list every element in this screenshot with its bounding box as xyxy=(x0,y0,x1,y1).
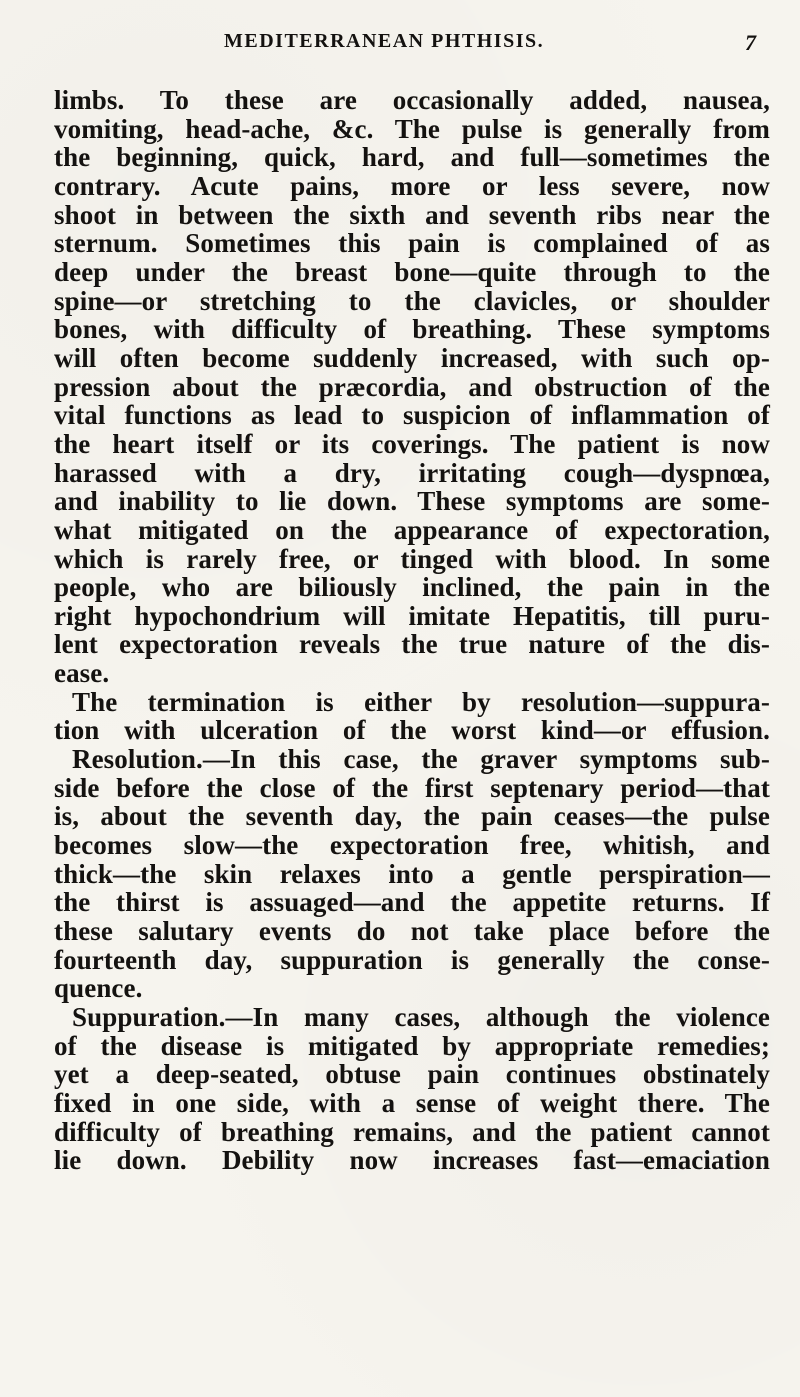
resolution-paragraph-start: Resolution.—In this case, the graver symptoms sub- xyxy=(72,744,770,775)
text-line: difficulty of breathing remains, and the patient cannot xyxy=(54,1116,770,1147)
text-line: vital functions as lead to suspicion of inflammation of xyxy=(54,400,770,431)
text-line: fixed in one side, with a sense of weight there. The xyxy=(54,1087,770,1118)
text-line: deep under the breast bone—quite through to the xyxy=(54,256,770,287)
text-line: of the disease is mitigated by appropriate remedies; xyxy=(54,1030,770,1061)
text-line: sternum. Sometimes this pain is complained of as xyxy=(54,228,770,259)
text-line: will often become suddenly increased, with such op- xyxy=(54,342,770,373)
text-line: yet a deep-seated, obtuse pain continues obstinately xyxy=(54,1059,770,1090)
text-line: the beginning, quick, hard, and full—sometimes the xyxy=(54,142,770,173)
text-line: quence. xyxy=(54,973,143,1004)
text-line: becomes slow—the expectoration free, whitish, and xyxy=(54,830,770,861)
text-line: people, who are biliously inclined, the pain in the xyxy=(54,572,770,603)
text-line: which is rarely free, or tinged with blood. In some xyxy=(54,543,770,574)
text-line: contrary. Acute pains, more or less severe, now xyxy=(54,170,770,201)
text-line: harassed with a dry, irritating cough—dyspnœa, xyxy=(54,457,770,488)
text-line: vomiting, head-ache, &c. The pulse is generally from xyxy=(54,113,770,144)
text-line: limbs. To these are occasionally added, nausea, xyxy=(54,85,770,115)
text-line: tion with ulceration of the worst kind—or effusion. xyxy=(54,715,770,746)
text-line: ease. xyxy=(54,658,110,689)
page-number: 7 xyxy=(745,30,756,55)
body-text xyxy=(54,86,770,1175)
text-line: what mitigated on the appearance of expectoration, xyxy=(54,514,770,545)
text-line: shoot in between the sixth and seventh ribs near the xyxy=(54,199,770,230)
text-line: and inability to lie down. These symptoms are some- xyxy=(54,486,770,517)
text-line: the thirst is assuaged—and the appetite returns. If xyxy=(54,887,770,918)
text-line: the heart itself or its coverings. The patient is now xyxy=(54,428,770,459)
suppuration-paragraph-start: Suppuration.—In many cases, although the violence xyxy=(72,1002,770,1032)
text-line: lent expectoration reveals the true nature of the dis- xyxy=(54,629,770,660)
text-line: pression about the præcordia, and obstruction of the xyxy=(54,371,770,402)
text-line: side before the close of the first septenary period—that xyxy=(54,772,770,803)
text-line: right hypochondrium will imitate Hepatitis, till puru- xyxy=(54,600,770,631)
text-line: spine—or stretching to the clavicles, or shoulder xyxy=(54,285,770,316)
text-line: lie down. Debility now increases fast—emaciation xyxy=(54,1145,770,1176)
text-line: these salutary events do not take place before the xyxy=(54,916,770,947)
paragraph-line: The termination is either by resolution—suppura- xyxy=(72,686,770,717)
text-line: thick—the skin relaxes into a gentle perspiration— xyxy=(54,858,770,889)
running-head: MEDITERRANEAN PHTHISIS. xyxy=(224,30,545,52)
page-header xyxy=(54,30,762,64)
text-line: fourteenth day, suppuration is generally the conse- xyxy=(54,944,770,975)
text-line: bones, with difficulty of breathing. These symptoms xyxy=(54,314,770,345)
text-line: is, about the seventh day, the pain ceases—the pulse xyxy=(54,801,770,832)
